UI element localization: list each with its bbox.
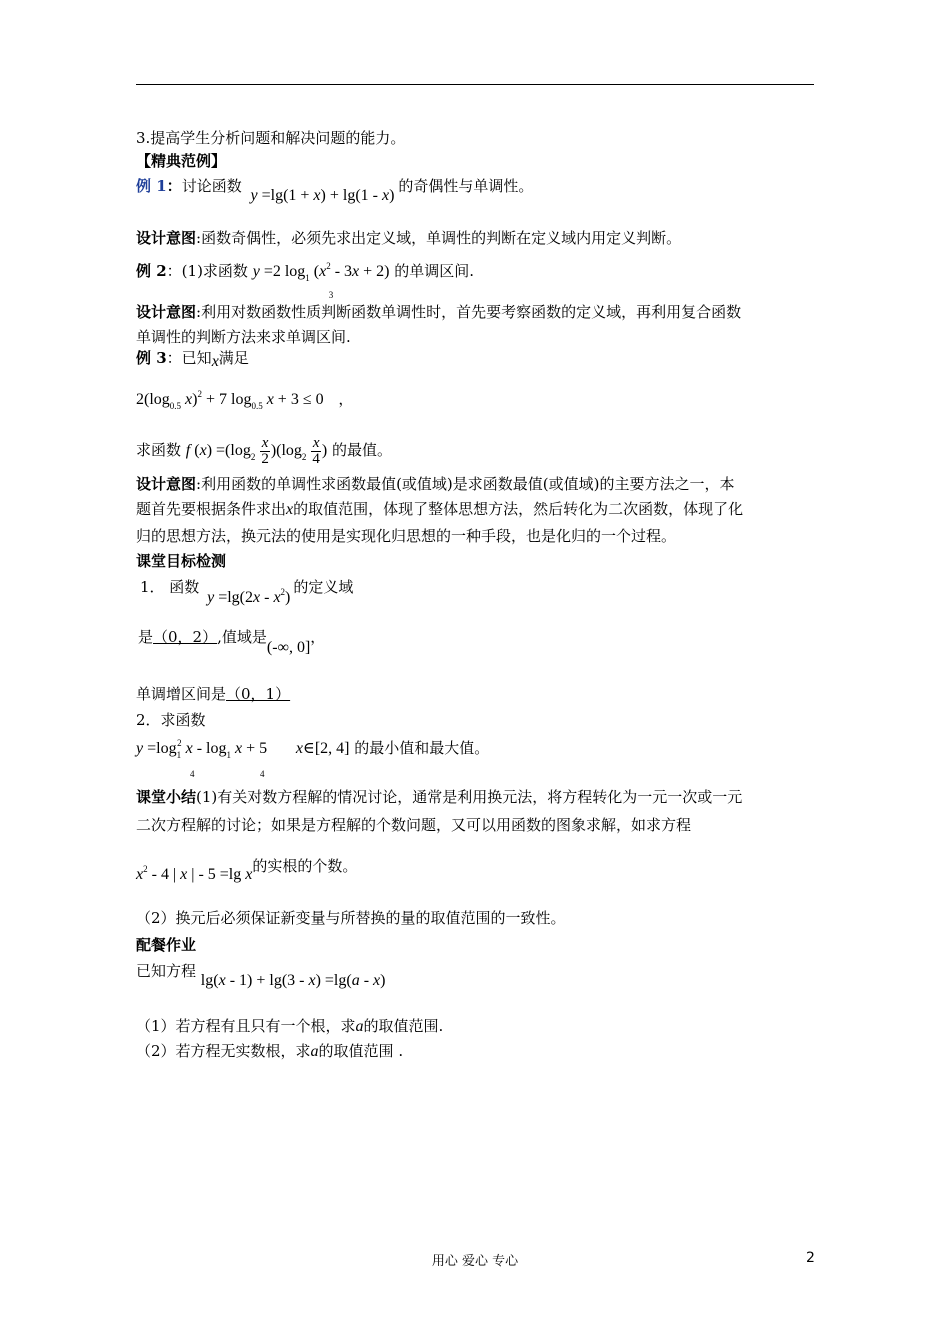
- example-1-formula: y =lg(1 + x) + lg(1 - x): [250, 187, 395, 204]
- design-intent-2-cont: 单调性的判断方法来求单调区间.: [136, 328, 351, 346]
- answer-range: (-∞, 0]: [266, 639, 311, 656]
- page-number: 2: [806, 1250, 815, 1266]
- objective-3: 3.提高学生分析问题和解决问题的能力。: [136, 129, 406, 147]
- page-footer: 用心 爱心 专心: [431, 1254, 519, 1269]
- example-3-condition: $2(\log_{0.5}$ x)$^2$ + 7 $\log_{0.5} x + 3 \le 0$ ，: [136, 389, 354, 411]
- homework-q1: （1）若方程有且只有一个根，求a的取值范围.: [136, 1017, 444, 1035]
- question-1-formula: $y =\lg(2x - x^2)$: [207, 587, 291, 606]
- example-1-label: 例 1: [136, 177, 167, 195]
- design-intent-2: 设计意图:利用对数函数性质判断函数单调性时，首先要考察函数的定义域，再利用复合函数: [136, 303, 742, 321]
- example-3: 例 3：已知x满足: [136, 349, 249, 370]
- section-homework: 配餐作业: [136, 936, 197, 954]
- answer-increasing-interval: （0，1）: [226, 685, 291, 703]
- class-summary-2: （2）换元后必须保证新变量与所替换的量的取值范围的一致性。: [136, 909, 566, 927]
- homework: 已知方程 lg(x - 1) + lg(3 - x) =lg(a - x): [136, 962, 386, 989]
- design-intent-3-cont1: 题首先要根据条件求出x的取值范围，体现了整体思想方法，然后转化为二次函数，体现了化: [136, 500, 744, 518]
- design-intent-3-cont2: 归的思想方法，换元法的使用是实现化归思想的一种手段，也是化归的一个过程。: [136, 527, 677, 545]
- question-1-increasing: 单调增区间是（0，1）: [136, 685, 291, 703]
- design-intent-3: 设计意图:利用函数的单调性求函数最值(或值域)是求函数最值(或值域)的主要方法之一，本: [136, 475, 735, 493]
- example-3-function: 求函数 f $(x) =(\log_2$ $\frac{x}{2}$ )($\log_2$ $\frac{x}{4}$ ) 的最值。: [136, 434, 393, 467]
- header-rule: [136, 84, 814, 85]
- question-2: 2．求函数: [136, 711, 206, 729]
- class-summary: 课堂小结(1)有关对数方程解的情况讨论，通常是利用换元法，将方程转化为一元一次或一元: [136, 788, 743, 806]
- homework-q2: （2）若方程无实数根，求a的取值范围 .: [136, 1042, 404, 1060]
- example-2: 例 2：(1)求函数 y =2 $\log_1 (x^2 - 3x + 2)$ 3 的单调区间.: [136, 261, 475, 300]
- example-1: 例 1：讨论函数 y =lg(1 + x) + lg(1 - x)的奇偶性与单调性。: [136, 177, 534, 204]
- homework-equation: lg(x - 1) + lg(3 - x) =lg(a - x): [200, 972, 386, 989]
- class-summary-cont: 二次方程解的讨论；如果是方程解的个数问题，又可以用函数的图象求解，如求方程: [136, 816, 692, 834]
- design-intent-1: 设计意图:函数奇偶性，必须先求出定义域，单调性的判断在定义域内用定义判断。: [136, 229, 682, 247]
- section-examples: 【精典范例】: [136, 152, 227, 170]
- question-1: 1． 函数 $y =\lg(2x - x^2)$的定义域: [140, 578, 354, 606]
- summary-equation: $x^2 - 4$ | x | - 5 =lg x的实根的个数。: [136, 857, 358, 883]
- example-2-formula: y =2 $\log_1 (x^2 - 3x + 2)$ 3: [252, 261, 390, 300]
- answer-domain: （0，2）: [153, 628, 218, 646]
- question-2-formula: $y =\log_1^2$ $x - \log_1 x + 5$ 4 4 x∈[2, 4] 的最小值和最大值。: [136, 738, 490, 779]
- section-class-check: 课堂目标检测: [136, 552, 227, 570]
- question-1-answers: 是（0，2）,值域是(-∞, 0]，: [138, 628, 326, 656]
